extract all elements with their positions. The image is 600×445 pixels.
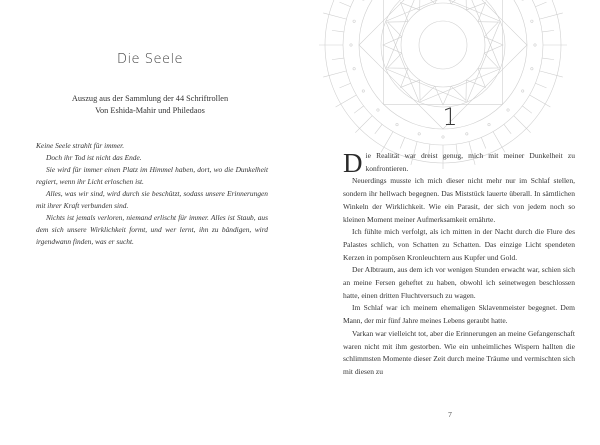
poem-line: Alles, was wir sind, wird durch sie beschützt, sodass unsere Erinnerungen mit ihrer Kraft verbunden sind.	[36, 189, 268, 210]
subtitle-line-1: Auszug aus der Sammlung der 44 Schriftrollen	[71, 94, 229, 103]
paragraph: Neuerdings musste ich mich dieser nicht mehr nur im Schlaf stellen, sondern ihr hellwach begegnen. Das Miststück lauerte überall. In sämtlichen Winkeln der Wirklichkeit. Wie ein Parasit, der sich von jedem noch so kleinen Moment meiner Aufmerksamkeit ernährte.	[343, 176, 575, 224]
poem-line: Nichts ist jemals verloren, niemand erlischt für immer. Alles ist Staub, aus dem sich unsere Wirklichkeit formt, und wer lernt, ihn zu bändigen, wird irgendwann finden, was er sucht.	[36, 213, 268, 246]
chapter-number: 1	[442, 103, 458, 131]
poem-line: Doch ihr Tod ist nicht das Ende.	[46, 153, 142, 162]
poem-line: Sie wird für immer einen Platz im Himmel haben, dort, wo die Dunkelheit regiert, wenn ihr Licht erloschen ist.	[36, 165, 268, 186]
mandala-ornament-icon	[318, 0, 568, 170]
subtitle-line-2: Von Eshida-Mahir und Philedaos	[95, 105, 205, 115]
paragraph: Varkan war vielleicht tot, aber die Erinnerungen an meine Gefangenschaft waren nicht mit ihm gestorben. Wie ein unheimliches Wispern hallten die schlimmsten Momente dieser Zeit durch meine Träume und vermischten sich mit diesen zu	[343, 328, 575, 376]
paragraph: Der Albtraum, aus dem ich vor wenigen Stunden erwacht war, schien sich an meine Fersen geheftet zu haben, obwohl ich seinetwegen beschlossen hatte, einen dritten Fluchtversuch zu wagen.	[343, 265, 575, 300]
paragraph-text: ie Realität war dreist genug, mich mit meiner Dunkelheit zu konfrontieren.	[365, 151, 575, 173]
drop-cap: D	[343, 148, 363, 178]
page-number: 7	[448, 410, 452, 419]
page-title: Die Seele	[116, 52, 184, 67]
poem-line: Keine Seele strahlt für immer.	[36, 141, 125, 150]
source-subtitle	[0, 93, 300, 116]
chapter-body	[343, 150, 575, 379]
paragraph	[343, 148, 575, 178]
paragraph: Im Schlaf war ich meinem ehemaligen Sklavenmeister begegnet. Dem Mann, der mir fünf Jahre meines Lebens geraubt hatte.	[343, 303, 575, 326]
paragraph: Ich fühlte mich verfolgt, als ich mitten in der Nacht durch die Flure des Palastes schlich, von Schatten zu Schatten. Das einzige Licht spendeten Kerzen in pompösen Kronleuchtern aus Kupfer und Gold.	[343, 227, 575, 262]
epigraph-poem	[36, 140, 268, 248]
